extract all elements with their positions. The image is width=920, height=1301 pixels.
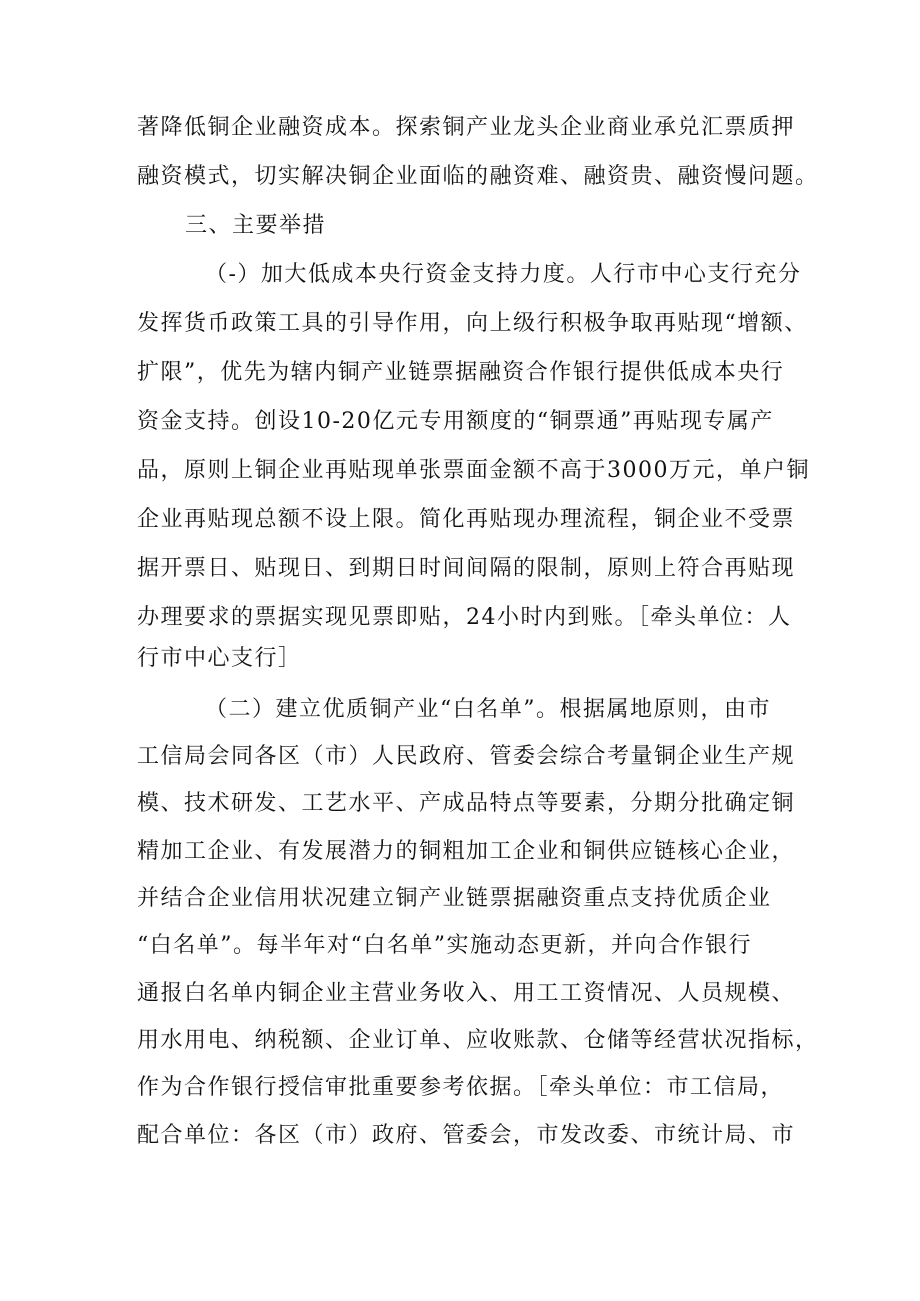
- text-line: 并结合企业信用状况建立铜产业链票据融资重点支持优质企业: [137, 886, 772, 911]
- text-line: 行市中心支行］: [137, 646, 302, 671]
- text-line: 发挥货币政策工具的引导作用，向上级行积极争取再贴现“增额、: [137, 311, 808, 336]
- text-line: 模、技术研发、工艺水平、产成品特点等要素，分期分批确定铜: [137, 791, 796, 816]
- text-line: 办理要求的票据实现见票即贴，24小时内到账。［牵头单位：人: [137, 605, 792, 630]
- text-line: 资金支持。创设10-20亿元专用额度的“铜票通”再贴现专属产: [137, 409, 774, 434]
- text-line: 工信局会同各区（市）人民政府、管委会综合考量铜企业生产规: [137, 744, 796, 769]
- text-line: 企业再贴现总额不设上限。简化再贴现办理流程，铜企业不受票: [137, 507, 796, 532]
- section-heading: 三、主要举措: [185, 213, 327, 238]
- paragraph-heading: （-）加大低成本央行资金支持力度。人行市中心支行充分: [205, 262, 802, 287]
- text-line: 据开票日、贴现日、到期日时间间隔的限制，原则上符合再贴现: [137, 556, 796, 581]
- text-line: 融资模式，切实解决铜企业面临的融资难、融资贵、融资慢问题。: [137, 164, 819, 189]
- text-line: 作为合作银行授信审批重要参考依据。［牵头单位：市工信局，: [137, 1075, 785, 1100]
- text-line: 著降低铜企业融资成本。探索铜产业龙头企业商业承兑汇票质押: [137, 115, 796, 140]
- paragraph-heading: （二）建立优质铜产业“白名单”。根据属地原则，由市: [205, 697, 771, 722]
- text-line: 配合单位：各区（市）政府、管委会，市发改委、市统计局、市: [137, 1123, 796, 1148]
- text-line: “白名单”。每半年对“白名单”实施动态更新，并向合作银行: [137, 933, 752, 958]
- text-line: 通报白名单内铜企业主营业务收入、用工工资情况、人员规模、: [137, 981, 796, 1006]
- text-line: 品，原则上铜企业再贴现单张票面金额不高于3000万元，单户铜: [137, 458, 810, 483]
- text-line: 扩限”，优先为辖内铜产业链票据融资合作银行提供低成本央行: [137, 360, 785, 385]
- text-line: 用水用电、纳税额、企业订单、应收账款、仓储等经营状况指标，: [137, 1028, 819, 1053]
- text-line: 精加工企业、有发展潜力的铜粗加工企业和铜供应链核心企业，: [137, 839, 796, 864]
